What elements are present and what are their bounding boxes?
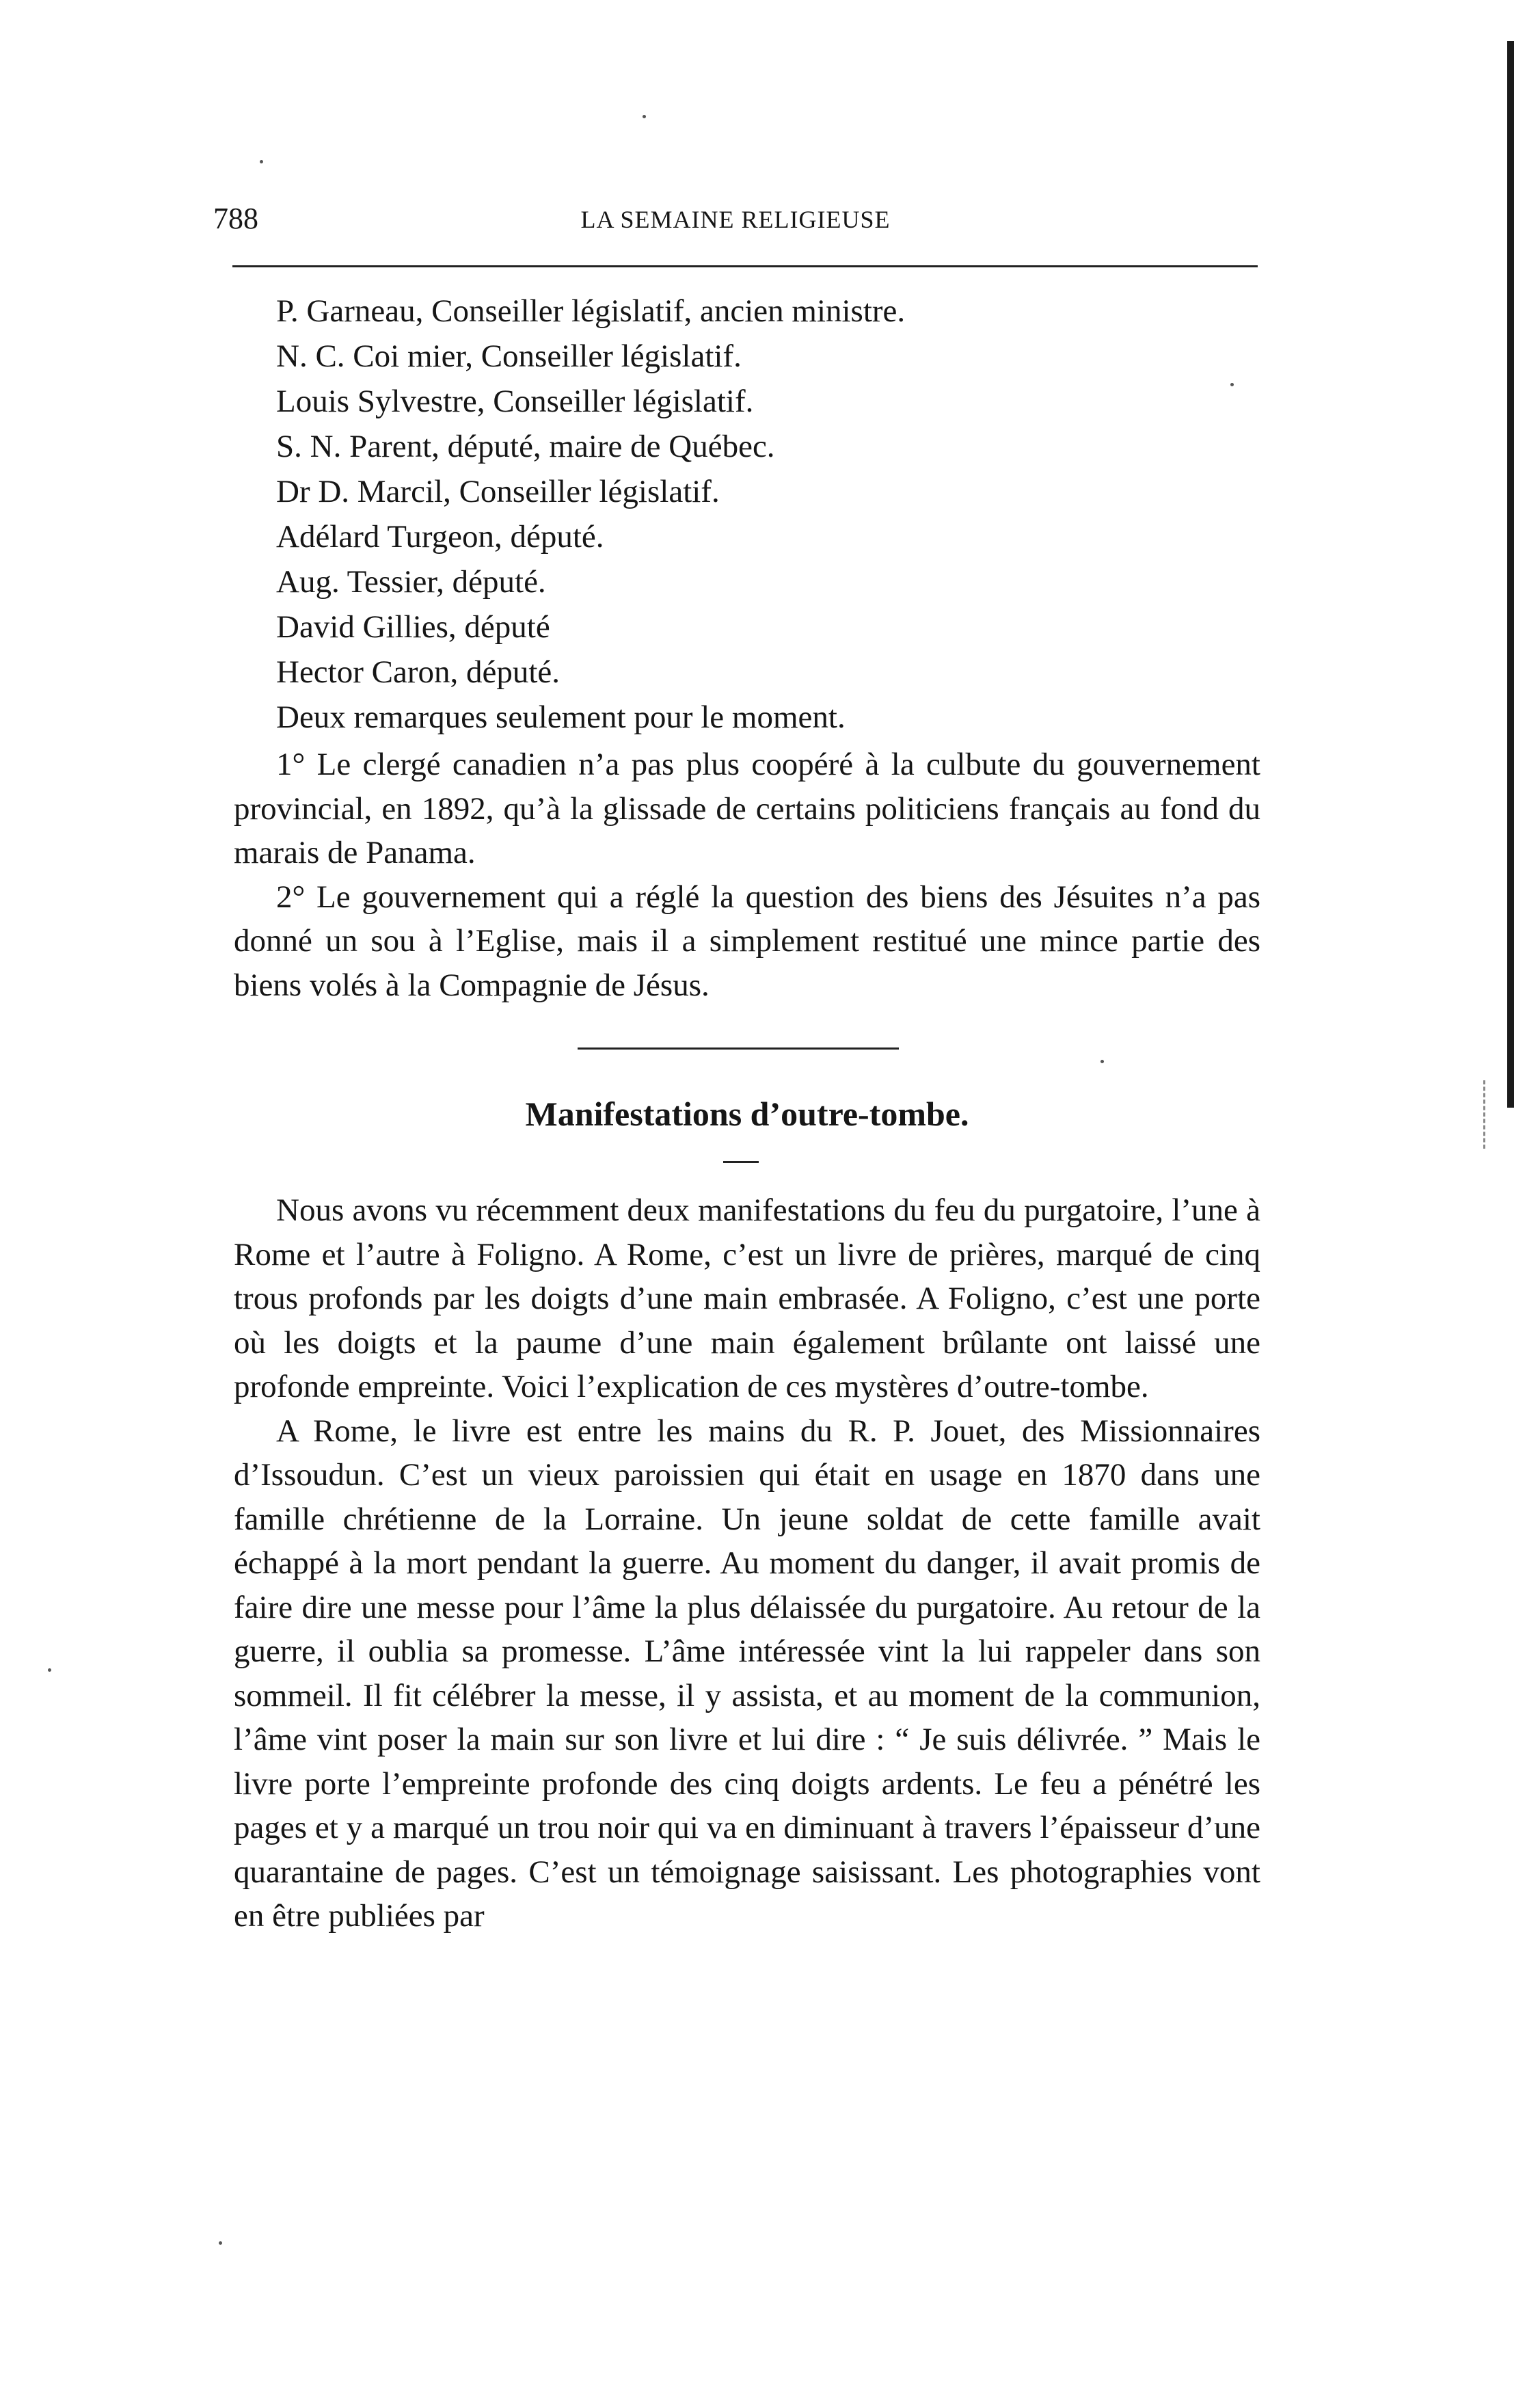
scan-edge-shadow [1507,41,1514,1108]
scan-speck [643,115,646,118]
list-item: S. N. Parent, député, maire de Québec. [276,429,775,464]
signatory-list [276,289,1260,740]
page-header [213,201,1258,242]
scan-speck [260,160,263,163]
list-item: Louis Sylvestre, Conseiller législatif. [276,384,754,419]
list-item: Hector Caron, député. [276,654,560,690]
title-dash [723,1161,759,1163]
remark-paragraph: 2° Le gouvernement qui a réglé la question des biens des Jésuites n’a pas donné un sou à l’Eglise, mais il a simplement restitué une mince partie des biens volés à la Compagnie de Jésus. [234,879,1260,1003]
page-number: 788 [213,202,258,235]
article-paragraph: A Rome, le livre est entre les mains du R. P. Jouet, des Missionnaires d’Issoudun. C’est un vieux paroissien qui était en usage en 1870 dans une famille chrétienne de la Lorraine. Un jeune soldat de cette famille avait échappé à la mort pendant la guerre. Au moment du danger, il avait promis de faire dire une messe pour l’âme la plus délaissée du purgatoire. Au retour de la guerre, il oublia sa promesse. L’âme intéressée vint la lui rappeler dans son sommeil. Il fit célébrer la messe, il y assista, et au moment de la communion, l’âme vint poser la main sur son livre et lui dire : “ Je suis délivrée. ” Mais le livre porte l’empreinte profonde des cinq doigts ardents. Le feu a pénétré les pages et y a marqué un trou noir qui va en diminuant à travers l’épaisseur d’une quarantaine de pages. C’est un témoignage saisissant. Les photographies vont en être publiées par [234,1413,1260,1934]
scan-edge-dashes [1483,1080,1487,1149]
remarks-block [234,743,1260,1007]
list-item: Dr D. Marcil, Conseiller législatif. [276,474,720,509]
section-separator [578,1047,899,1050]
list-item: Adélard Turgeon, député. [276,519,604,555]
list-item: David Gillies, député [276,609,550,645]
list-item: Deux remarques seulement pour le moment. [276,699,846,735]
scan-speck [219,2241,222,2245]
article-paragraph: Nous avons vu récemment deux manifestations du feu du purgatoire, l’une à Rome et l’autre à Foligno. A Rome, c’est un livre de prières, marqué de cinq trous profonds par les doigts d’une main embrasée. A Foligno, c’est une porte où les doigts et la paume d’une main également brûlante ont laissé une profonde empreinte. Voici l’explication de ces mystères d’outre-tombe. [234,1192,1260,1404]
section-title: Manifestations d’outre-tombe. [525,1095,969,1133]
list-item: Aug. Tessier, député. [276,564,546,600]
remark-paragraph: 1° Le clergé canadien n’a pas plus coopéré à la culbute du gouvernement provincial, en 1892, qu’à la glissade de certains politiciens français au fond du marais de Panama. [234,747,1260,870]
running-title: LA SEMAINE RELIGIEUSE [580,206,891,233]
scan-speck [1100,1060,1104,1063]
scan-speck [48,1668,51,1672]
article-body [234,1188,1260,1938]
header-rule [232,265,1258,267]
list-item: P. Garneau, Conseiller législatif, ancien ministre. [276,293,906,329]
list-item: N. C. Coi mier, Conseiller législatif. [276,338,742,374]
